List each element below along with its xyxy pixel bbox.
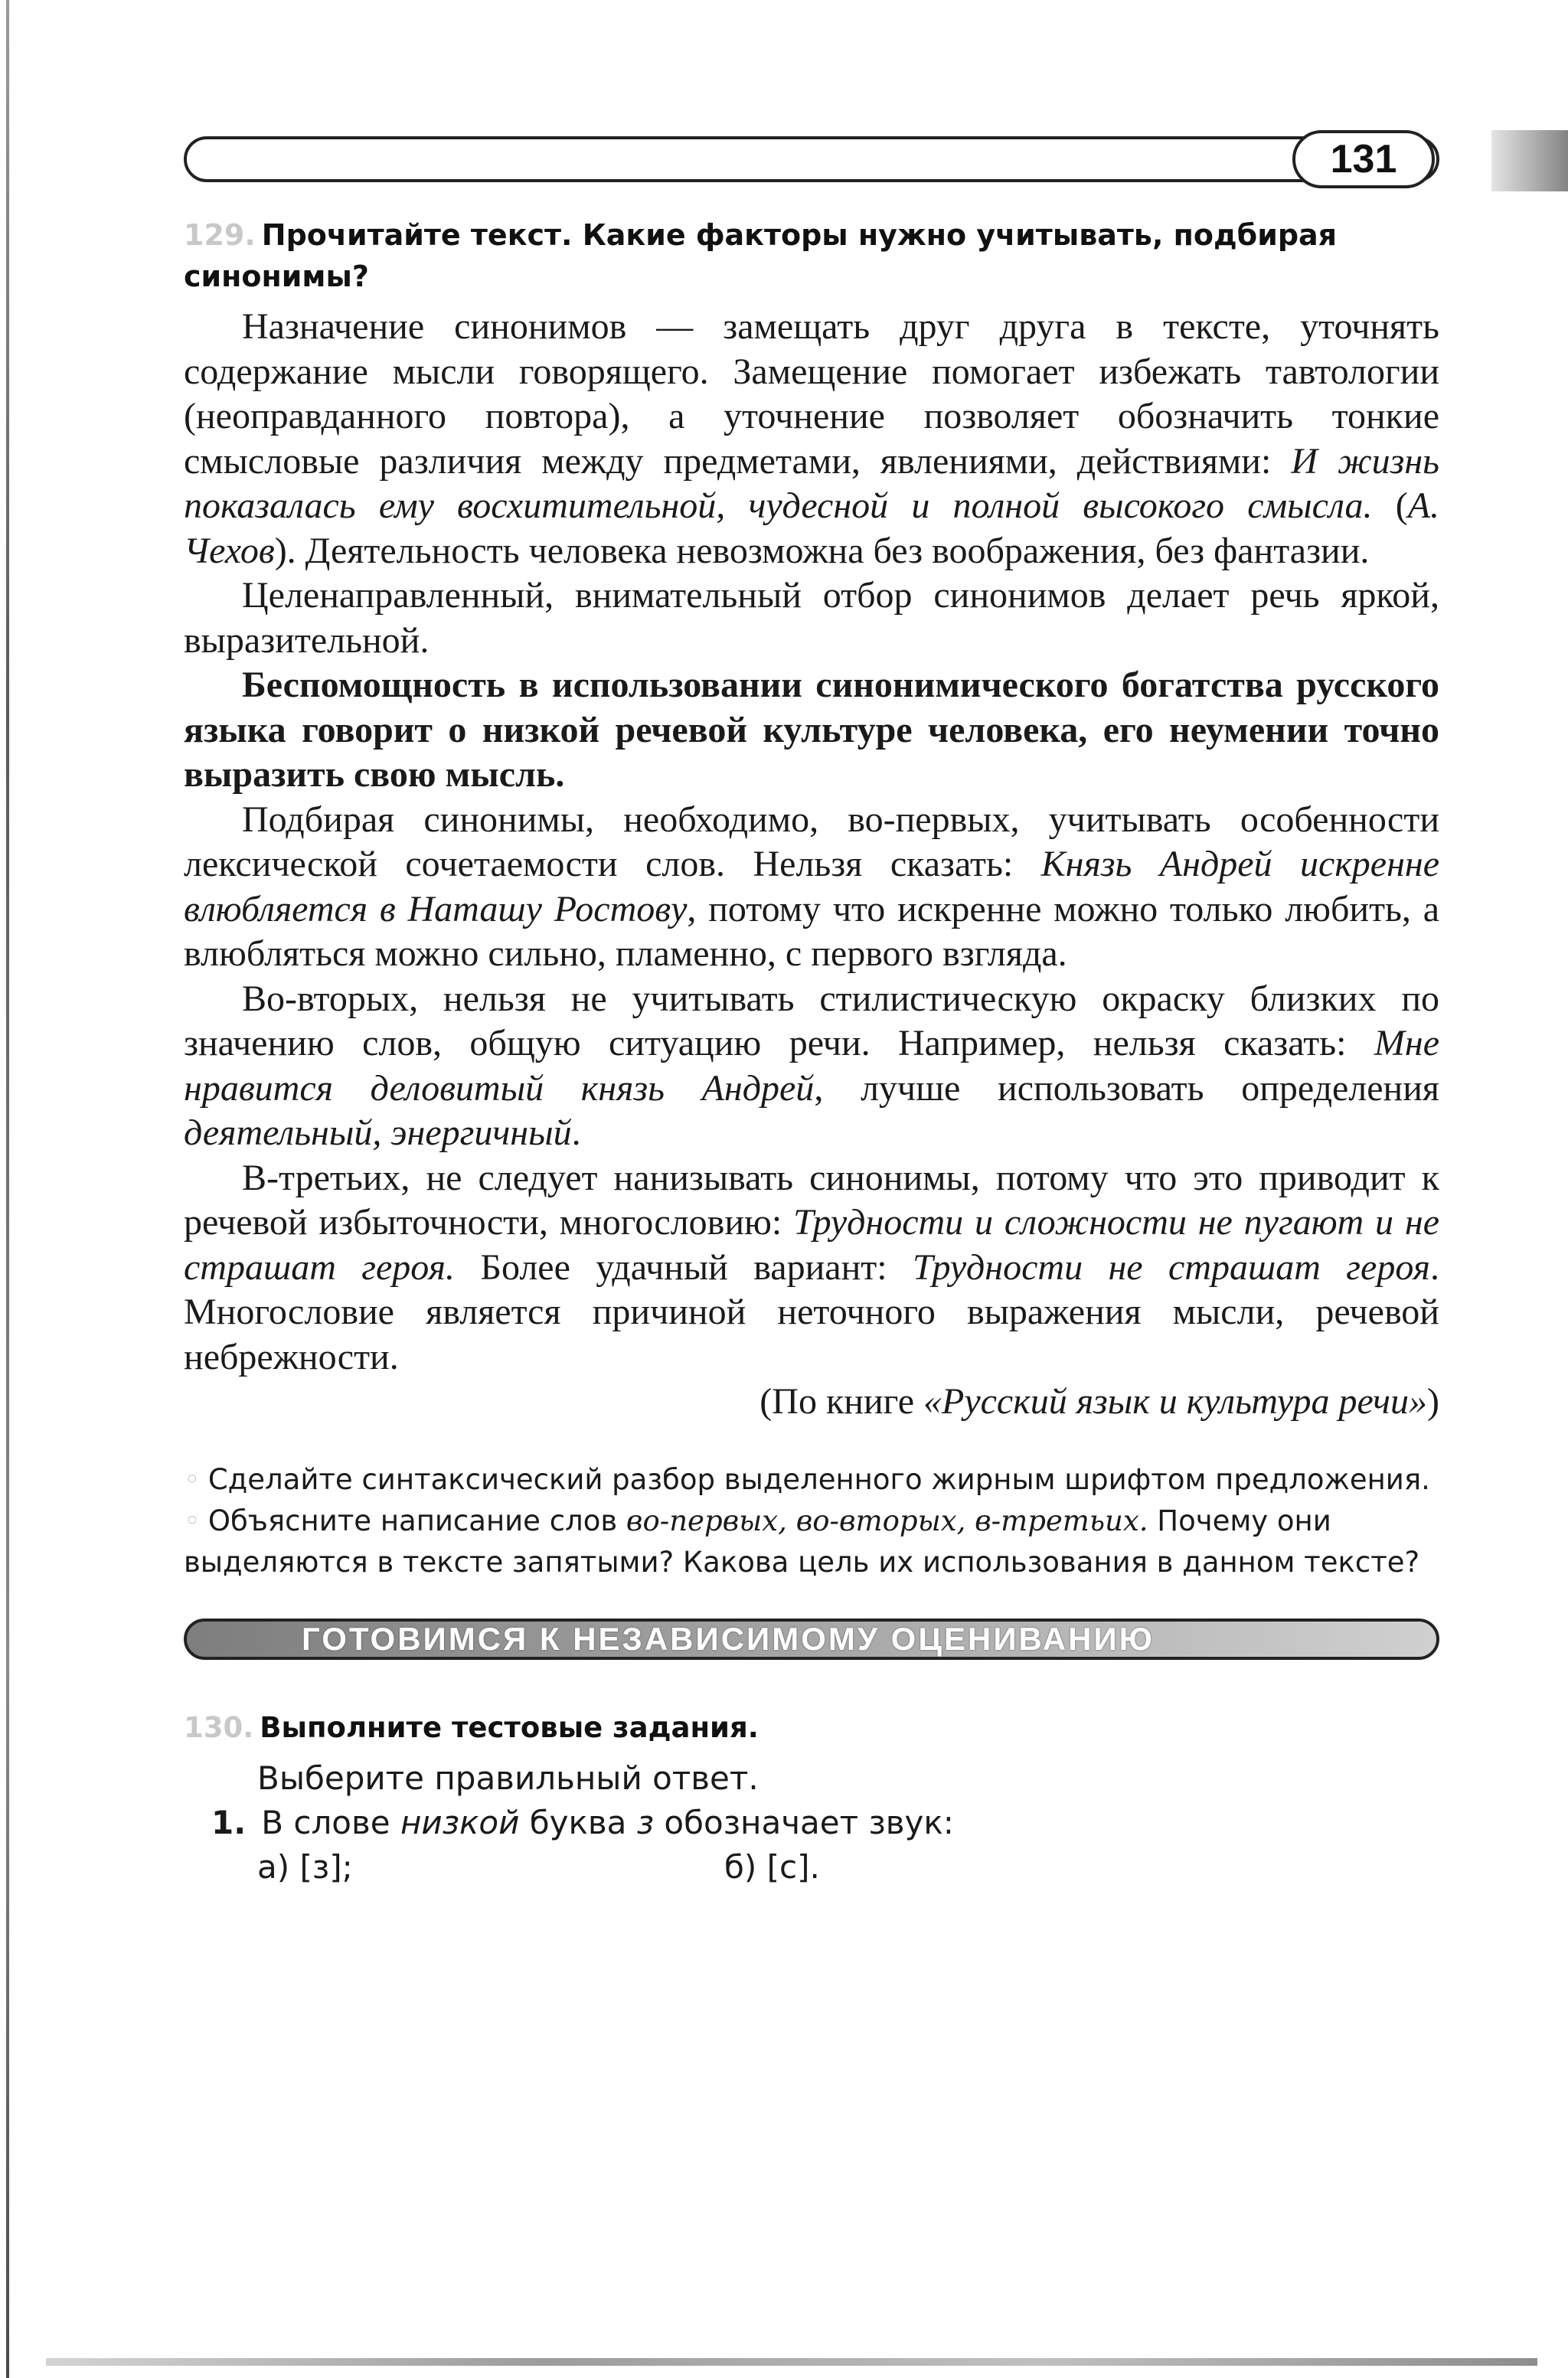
text-run: Назначение синонимов — замещать друг друга в тексте, уточнять содержание мысли говорящего. Замещение помогает избежать тавтологии (неоправданного повтора), а уточнение позволяет обозначить тонкие смысловые различия между предметами, явлениями, действиями: — [184, 306, 1439, 482]
text-run: . Многословие является причиной неточного выражения мысли, речевой небрежности. — [184, 1246, 1439, 1377]
question-2 — [184, 1501, 1439, 1583]
scan-shadow — [1491, 130, 1568, 191]
text-run: . — [571, 1112, 581, 1153]
target-letter: з — [636, 1804, 655, 1841]
test-question-1 — [184, 1801, 1439, 1845]
text-run: (По книге — [760, 1381, 923, 1422]
follow-up-questions — [184, 1459, 1439, 1583]
text-run: ( — [1372, 485, 1408, 526]
option-a[interactable]: а) [з]; — [257, 1848, 353, 1886]
reading-text — [184, 305, 1439, 1424]
text-run: Подбирая синонимы, необходимо, во-первых, учитывать особенности лексической сочетаемости слов. Нельзя сказать: — [184, 799, 1439, 884]
task-129-heading — [184, 214, 1439, 297]
task-instruction: Выполните тестовые задания. — [260, 1711, 759, 1744]
quote-author: А. Чехов — [184, 485, 1440, 571]
paragraph-2: Целенаправленный, внимательный отбор синонимов делает речь яркой, выразительной. — [184, 575, 1439, 661]
text-run: , лучше использовать определения — [814, 1067, 1440, 1109]
example-quote: деятельный, энергичный — [184, 1112, 572, 1153]
task-number: 130. — [184, 1711, 254, 1744]
header-bar — [184, 136, 1439, 182]
example-quote: Трудности не страшат героя — [912, 1246, 1430, 1288]
section-banner — [184, 1619, 1439, 1660]
source-title: «Русский язык и культура речи» — [923, 1381, 1428, 1422]
page-edge — [6, 0, 9, 2378]
example-quote: Мне нравится деловитый князь Андрей — [184, 1023, 1439, 1109]
paragraph-6 — [184, 1156, 1439, 1380]
paragraph-5 — [184, 977, 1439, 1156]
text-run: Более удачный вариант: — [454, 1246, 913, 1288]
text-run: ). Деятельность человека невозможна без воображения, без фантазии. — [274, 530, 1370, 571]
option-b[interactable]: б) [с]. — [724, 1848, 820, 1886]
text-run: ) — [1427, 1381, 1439, 1422]
text-run: , потому что искренне можно только любить, а влюбляться можно сильно, пламенно, с первого взгляда. — [184, 888, 1440, 974]
example-quote: Князь Андрей искренне влюбляется в Наташу Ростову — [184, 844, 1440, 929]
example-words: во-первых, во-вторых, в-третьих. — [626, 1504, 1148, 1537]
text-run: Сделайте синтаксический разбор выделенного жирным шрифтом предложения. — [207, 1463, 1430, 1496]
page-number: 131 — [1292, 130, 1435, 188]
source-citation — [184, 1380, 1439, 1424]
bullet-icon: ◦ — [184, 1504, 201, 1537]
paragraph-3-bold: Беспомощность в использовании синонимического богатства русского языка говорит о низкой речевой культуре человека, его неумении точно выразить свою мысль. — [184, 665, 1439, 795]
text-run: В-третьих, не следует нанизывать синонимы, потому что это приводит к речевой избыточности, многословию: — [184, 1157, 1439, 1243]
section-title: ГОТОВИМСЯ К НЕЗАВИСИМОМУ ОЦЕНИВАНИЮ — [302, 1621, 1155, 1657]
question-1 — [184, 1459, 1439, 1501]
text-run: Во-вторых, нельзя не учитывать стилистическую окраску близких по значению слов, общую ситуацию речи. Например, нельзя сказать: — [184, 978, 1439, 1063]
question-number: 1. — [211, 1804, 247, 1841]
task-instruction: Прочитайте текст. Какие факторы нужно учитывать, подбирая синонимы? — [184, 218, 1338, 293]
text-run: В слове — [261, 1804, 400, 1841]
paragraph-4 — [184, 798, 1439, 977]
page-edge-bottom — [46, 2358, 1537, 2366]
bullet-icon: ◦ — [184, 1463, 201, 1496]
text-run: Объясните написание слов — [207, 1504, 626, 1537]
paragraph-1 — [184, 305, 1439, 573]
page-content — [184, 214, 1439, 1890]
task-number: 129. — [184, 218, 256, 252]
page-header — [184, 136, 1439, 185]
text-run: обозначает звук: — [654, 1804, 954, 1841]
answer-options — [184, 1845, 1439, 1890]
test-instruction: Выберите правильный ответ. — [257, 1759, 759, 1797]
text-run: Почему они выделяются в тексте запятыми? Какова цель их использования в данном тексте? — [184, 1504, 1420, 1579]
example-quote: И жизнь показалась ему восхитительной, чудесной и полной высокого смысла. — [184, 440, 1439, 526]
example-quote: Трудности и сложности не пугают и не страшат героя. — [184, 1202, 1440, 1288]
target-word: низкой — [400, 1804, 520, 1841]
task-130 — [184, 1707, 1439, 1890]
task-130-heading — [184, 1707, 1439, 1749]
text-run: буква — [519, 1804, 637, 1841]
